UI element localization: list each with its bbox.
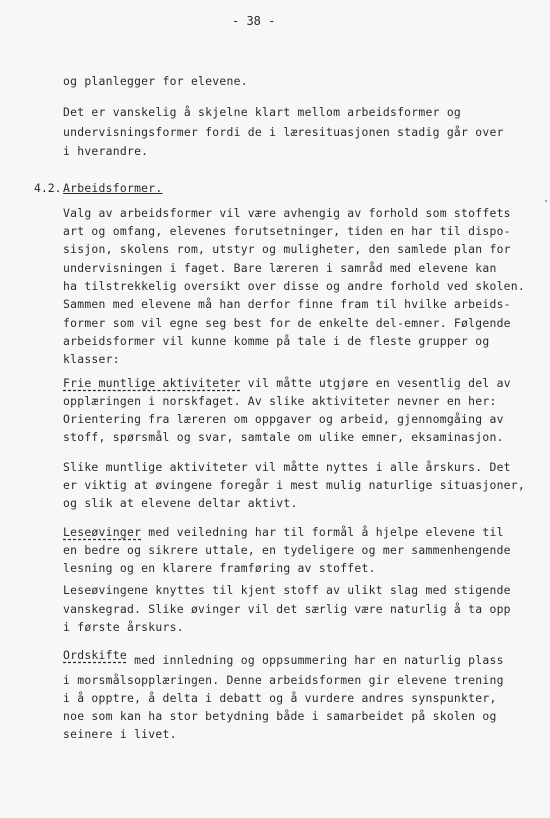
text-line: Leseøvingene knyttes til kjent stoff av ulikt slag med stigende [63, 583, 511, 597]
scan-speck [545, 200, 547, 202]
text-line: Slike muntlige aktiviteter vil måtte nyttes i alle årskurs. Det [63, 460, 511, 474]
text-line: art og omfang, elevenes forutsetninger, tiden en har til dispo- [63, 224, 511, 238]
text-line: lesning og en klarere framføring av stoffet. [63, 561, 376, 575]
text-line: er viktig at øvingene foregår i mest mulig naturlige situasjoner, [63, 478, 526, 492]
text-line: Sammen med elevene må han derfor finne fram til hvilke arbeids- [63, 297, 511, 311]
text-line: en bedre og sikrere uttale, en tydeligere og mer sammenhengende [63, 543, 511, 557]
text-line [63, 376, 511, 390]
text-line: undervisningsformer fordi de i læresituasjonen stadig går over [63, 125, 504, 139]
text-line: arbeidsformer vil kunne komme på tale i de fleste grupper og [63, 334, 490, 348]
text-line: former som vil egne seg best for de enkelte del-emner. Følgende [63, 316, 511, 330]
text-line: Det er vanskelig å skjelne klart mellom arbeidsformer og [63, 105, 462, 119]
text-fragment: vil måtte utgjøre en vesentlig del av [240, 376, 511, 390]
text-line: vanskegrad. Slike øvinger vil det særlig være naturlig å ta opp [63, 602, 511, 616]
text-line: Valg av arbeidsformer vil være avhengig av forhold som stoffets [63, 206, 511, 220]
page-number: - 38 - [232, 14, 276, 28]
text-line: sisjon, skolens rom, utstyr og muligheter, den samlede plan for [63, 242, 511, 256]
text-line: seinere i livet. [63, 727, 177, 741]
text-line: i å opptre, å delta i debatt og å vurdere andres synspunkter, [63, 691, 497, 705]
text-line: opplæringen i norskfaget. Av slike aktiviteter nevner en her: [63, 394, 497, 408]
text-line: i første årskurs. [63, 620, 184, 634]
section-heading: Arbeidsformer. [63, 181, 163, 195]
term-leseovinger: Leseøvinger [63, 525, 142, 539]
text-line: klasser: [63, 352, 120, 366]
text-line [63, 525, 504, 539]
text-line: og slik at elevene deltar aktivt. [63, 496, 298, 510]
text-line: Orientering fra læreren om oppgaver og arbeid, gjennomgåing av [63, 412, 504, 426]
text-line [63, 648, 504, 667]
text-line: undervisningen i faget. Bare læreren i samråd med elevene kan [63, 261, 497, 275]
text-line: noe som kan ha stor betydning både i samarbeidet på skolen og [63, 709, 497, 723]
text-line: og planlegger for elevene. [63, 74, 248, 88]
text-line: i morsmålsopplæringen. Denne arbeidsformen gir elevene trening [63, 673, 504, 687]
term-frie-muntlige-aktiviteter: Frie muntlige aktiviteter [63, 376, 241, 390]
text-line: i hverandre. [63, 144, 149, 158]
text-line: stoff, spørsmål og svar, samtale om ulike emner, eksaminasjon. [63, 430, 504, 444]
term-ordskifte: Ordskifte [63, 648, 127, 662]
text-fragment: med innledning og oppsummering har en naturlig plass [126, 653, 504, 667]
section-number: 4.2. [34, 181, 62, 195]
text-fragment: med veiledning har til formål å hjelpe elevene til [141, 525, 504, 539]
text-line: ha tilstrekkelig oversikt over disse og andre forhold ved skolen. [63, 279, 526, 293]
